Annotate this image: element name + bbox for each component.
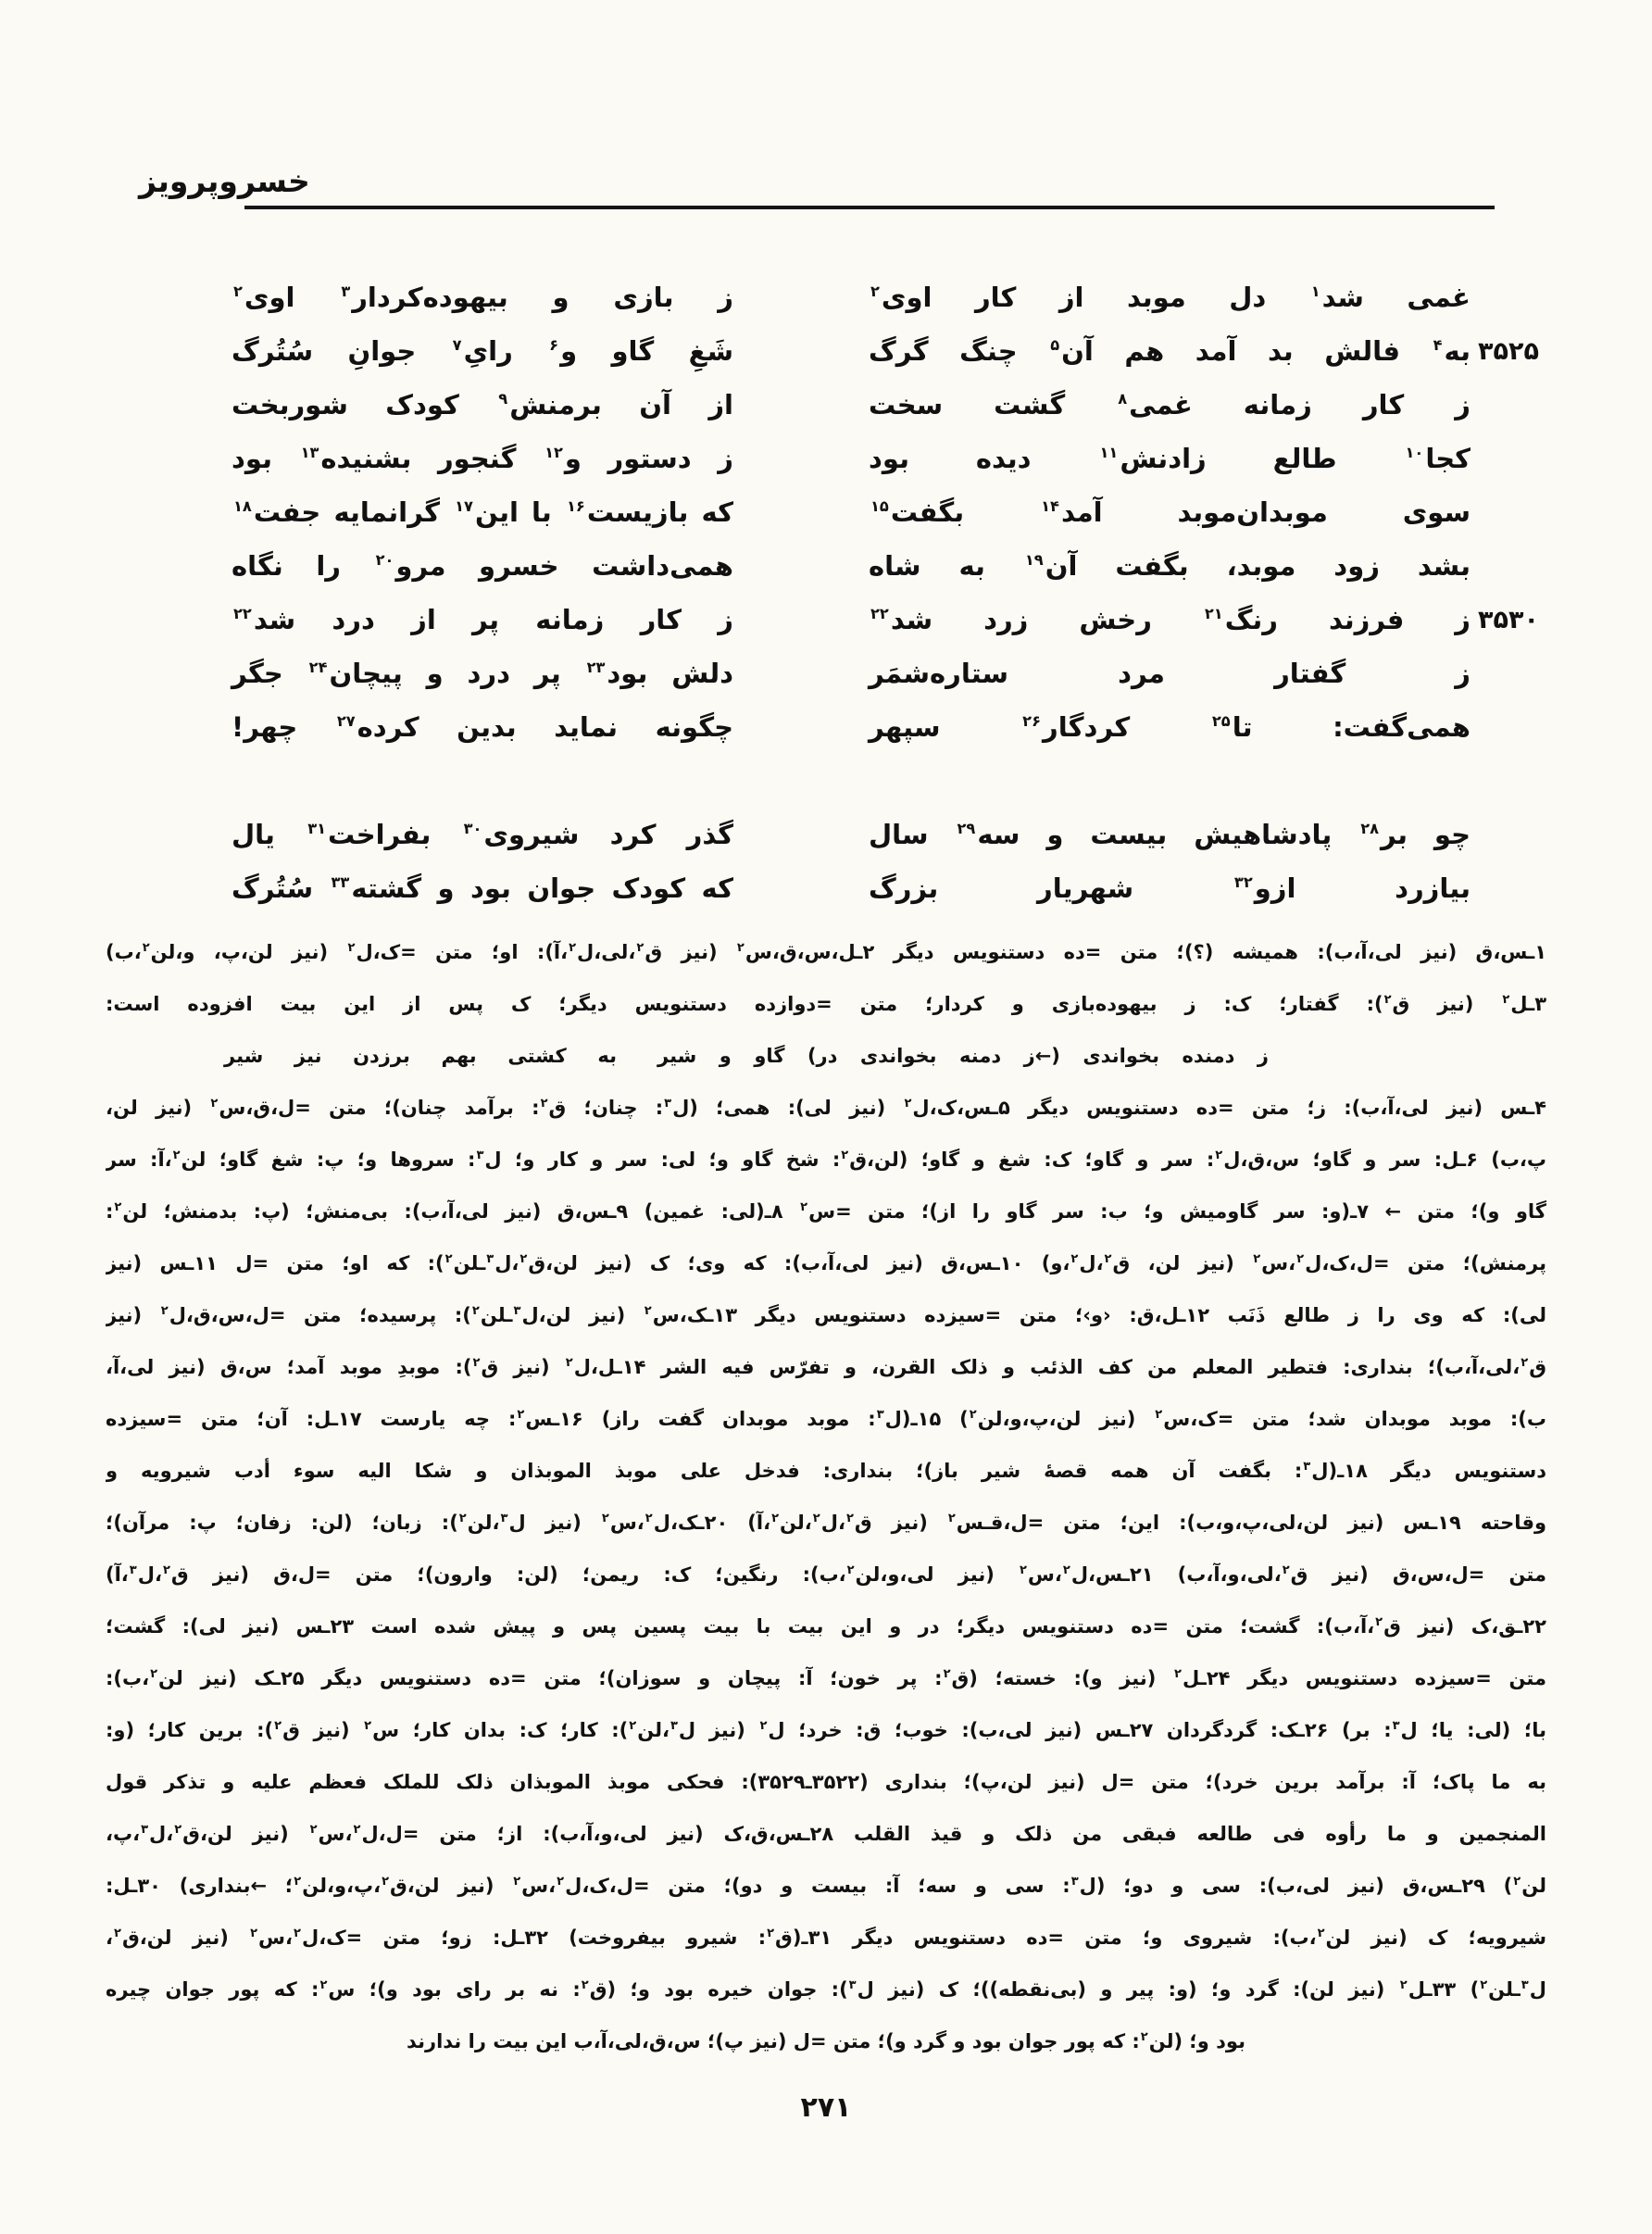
footnote-marker: ۳	[1070, 1875, 1079, 1889]
footnote-marker: ۲	[1383, 993, 1392, 1007]
footnote-marker: ۲	[771, 1512, 780, 1525]
verse-row	[106, 270, 1546, 324]
footnote-marker: ۲۰	[375, 551, 394, 570]
footnote-marker: ۲	[800, 1200, 808, 1214]
apparatus-line: به ما پاک؛ آ: برآمد برین خرد)؛ متن =ل (نیز لن،پ)؛ بنداری (۳۵۲۲ـ۳۵۲۹): فحکی موبذ الموبذان ذلک للملک فعظم علیه و تذکر قول	[106, 1771, 1546, 1793]
apparatus-line: المنجمین و ما رأوه فی طالعه فبقی من ذلک و قیذ القلب ۲۸ـس،ق،ک (نیز لی،و،آ،ب): از؛ متن =ل،ل$^۲$،س$^۲$ (نیز لن،ق$^۲$،ل$^۳$،پ،	[106, 1823, 1546, 1845]
apparatus-line: وقاحته ۱۹ـس (نیز لن،لی،پ،و،ب): این؛ متن =ل،قـس$^۲$ (نیز ق$^۲$،ل$^۲$،لن$^۲$،آ) ۲۰ـک،ل$^۲$،س$^۲$ (نیز ل$^۳$،لن$^۲$): زبان؛ (لن: زفان؛ پ: مرآن)؛	[106, 1512, 1546, 1534]
verse-row	[106, 432, 1546, 485]
footnote-marker: ۳	[341, 282, 351, 301]
footnote-marker: ۲	[644, 1304, 652, 1318]
hemistich-right: همی‌گفت: تا$^{۲۵}$ کردگار$^{۲۶}$ سپهر	[869, 711, 1471, 743]
footnote-marker: ۱۰	[1405, 444, 1424, 462]
footnote-marker: ۲	[969, 1408, 977, 1422]
footnote-marker: ۳۳	[331, 873, 350, 892]
footnote-marker: ۱۸	[233, 497, 252, 516]
footnote-marker: ۲	[319, 1978, 328, 1992]
verse-row	[106, 700, 1546, 754]
hemistich-left: شَغِ گاو و$^۶$ رایِ$^۷$ جوانِ سُتُرگ	[232, 335, 734, 367]
apparatus-line: گاو و)؛ متن ← ۷ـ(و: سر گاومیش و؛ ب: سر گاو را از)؛ متن =س$^۲$ ۸ـ(لی: غمین) ۹ـس،ق (نیز لی،آ،ب): بی‌منش؛ (پ: بدمنش؛ لن$^۲$:	[106, 1200, 1546, 1223]
footnote-marker: ۲	[160, 1304, 169, 1318]
footnote-marker: ۲	[1399, 1978, 1408, 1992]
apparatus-line: پ،ب) ۶ـل: سر و گاو؛ س،ق،ل$^۲$: سر و گاو؛ ک: شغ و گاو؛ (لن،ق$^۲$: شخ گاو و؛ لی: سر و کار و؛ ل$^۳$: سروها و؛ پ: شغ گاو؛ لن$^۲$،آ: سر	[106, 1148, 1546, 1171]
footnote-marker: ۳	[513, 1304, 521, 1318]
footnote-marker: ۲	[845, 1512, 854, 1525]
footnote-marker: ۲	[142, 941, 150, 955]
footnote-marker: ۲	[444, 1252, 453, 1266]
footnote-marker: ۳۰	[463, 820, 482, 838]
hemistich-left: چگونه نماید بدین کرده$^{۲۷}$ چهر!	[232, 711, 733, 743]
footnote-marker: ۱۷	[455, 497, 473, 516]
footnote-marker: ۲	[841, 1148, 849, 1162]
footnote-marker: ۲	[565, 1356, 573, 1370]
footnote-marker: ۲	[458, 1512, 467, 1525]
hemistich-right: سوی موبدان‌موبد آمد$^{۱۴}$ بگفت$^{۱۵}$	[870, 496, 1471, 528]
footnote-marker: ۲	[1140, 2030, 1148, 2044]
footnote-marker: ۳	[1521, 1978, 1529, 1992]
footnote-marker: ۲۷	[336, 712, 356, 731]
footnote-marker: ۳	[1303, 1460, 1311, 1474]
footnote-marker: ۳	[500, 1512, 508, 1525]
footnote-marker: ۱۵	[870, 497, 889, 516]
footnote-marker: ۲	[1155, 1408, 1163, 1422]
footnote-marker: ۲۳	[586, 659, 606, 677]
header-rule	[244, 206, 1495, 209]
footnote-marker: ۲	[114, 1200, 122, 1214]
footnote-marker: ۲	[517, 1408, 525, 1422]
footnote-marker: ۲	[382, 1875, 390, 1889]
footnote-marker: ۲۵	[1211, 712, 1231, 731]
apparatus-line: ق$^۲$،لی،آ،ب)؛ بنداری: فتطیر المعلم من کف الذئب و ذلک القرن، و تفرّس فیه الشر ۱۴ـل،ل$^۲$ (نیز ق$^۲$): موبدِ موبد آمد؛ س،ق (نیز لی،آ،	[106, 1356, 1546, 1378]
footnote-marker: ۲	[150, 1667, 158, 1681]
footnote-marker: ۲	[645, 1512, 653, 1525]
verse-row	[106, 324, 1546, 378]
apparatus-line: متن =ل،س،ق (نیز ق$^۲$،لی،و،آ،ب) ۲۱ـس،ل$^۲$،س$^۲$ (نیز لی،و،لن$^۲$،ب): رنگین؛ ک: ریمن؛ (لن: وارون)؛ متن =ل،ق (نیز ق$^۲$،ل$^۳$،آ)	[106, 1563, 1546, 1586]
footnote-marker: ۲۴	[308, 659, 328, 677]
stanza-gap	[106, 754, 1546, 808]
footnote-marker: ۱۱	[1099, 444, 1119, 462]
footnote-marker: ۱۹	[1024, 551, 1044, 570]
hemistich-left: ز بازی و بیهوده‌کردار$^۳$ اوی$^۲$	[233, 282, 733, 313]
critical-apparatus	[106, 926, 1546, 2067]
footnote-marker: ۲	[1062, 1563, 1070, 1577]
footnote-marker: ۲	[472, 1356, 481, 1370]
footnote-marker: ۲	[519, 1252, 528, 1266]
page-number: ۲۷۱	[800, 2091, 852, 2124]
footnote-marker: ۲	[294, 1927, 301, 1940]
footnote-marker: ۲	[1521, 1356, 1529, 1370]
footnote-marker: ۱۳	[300, 444, 319, 462]
footnote-marker: ۱۴	[1041, 497, 1059, 516]
hemistich-right: بشد زود موبد، بگفت آن$^{۱۹}$ به شاه	[869, 550, 1471, 582]
footnote-marker: ۳۲	[1233, 873, 1253, 892]
footnote-marker: ۲	[1253, 1252, 1261, 1266]
footnote-marker: ۲	[294, 1875, 302, 1889]
apparatus-line: ۳ـل$^۲$ (نیز ق$^۲$): گفتار؛ ک: ز بیهوده‌بازی و کردار؛ متن =دوازده دستنویس دیگر؛ ک پس از این بیت افزوده است:	[106, 993, 1546, 1015]
footnote-marker: ۷	[452, 336, 462, 355]
footnote-marker: ۳	[476, 1148, 484, 1162]
footnote-marker: ۲	[759, 1719, 768, 1733]
footnote-marker: ۲	[174, 1823, 182, 1837]
footnote-marker: ۲	[162, 1563, 170, 1577]
footnote-marker: ۲	[629, 1719, 637, 1733]
footnote-marker: ۳	[848, 1978, 857, 1992]
apparatus-line: ۴ـس (نیز لی،آ،ب): ز؛ متن =ده دستنویس دیگر ۵ـس،ک،ل$^۲$ (نیز لی): همی؛ (ل$^۳$: چنان؛ ق$^۲$: برآمد چنان)؛ متن =ل،ق،س$^۲$ (نیز لن،	[106, 1097, 1546, 1119]
verse-row	[106, 378, 1546, 432]
footnote-marker: ۲	[309, 1823, 318, 1837]
footnote-marker: ۳	[664, 1097, 672, 1111]
verse-row	[106, 861, 1546, 915]
verse-row	[106, 485, 1546, 539]
hemistich-left: گذر کرد شیروی$^{۳۰}$ بفراخت$^{۳۱}$ یال	[232, 819, 733, 850]
footnote-marker: ۲	[250, 1927, 258, 1940]
footnote-marker: ۲	[846, 1563, 855, 1577]
footnote-marker: ۲	[1104, 1252, 1112, 1266]
footnote-marker: ۲	[636, 941, 645, 955]
footnote-marker: ۲	[233, 282, 243, 301]
footnote-marker: ۲	[1513, 1875, 1521, 1889]
verse-number: ۳۵۳۰	[1478, 605, 1539, 634]
hemistich-right: کجا$^{۱۰}$ طالع زادنش$^{۱۱}$ دیده بود	[869, 443, 1471, 474]
footnote-marker: ۲	[1296, 1252, 1305, 1266]
footnote-marker: ۶	[549, 336, 559, 355]
apparatus-line: لن$^۲$) ۲۹ـس،ق (نیز لی،ب): سی و دو؛ (ل$^۳$: سی و سه؛ آ: بیست و دو)؛ متن =ل،ک،ل$^۲$،س$^۲$ (نیز لن،ق$^۲$،پ،و،لن$^۲$؛ ←بنداری) ۳۰ـل:	[106, 1875, 1546, 1897]
quote-hemistich-left: به کشتی بهم برزدن نیز شیر	[224, 1045, 617, 1067]
apparatus-line: ب): موبد موبدان شد؛ متن =ک،س$^۲$ (نیز لن،پ،و،لن$^۲$) ۱۵ـ(ل$^۳$: موبد موبدان گفت راز) ۱۶ـس$^۲$: چه یارست ۱۷ـل: آن؛ متن =سیزده	[106, 1408, 1546, 1430]
footnote-marker: ۲	[1215, 1148, 1223, 1162]
hemistich-left: ز دستور و$^{۱۲}$ گنجور بشنیده$^{۱۳}$ بود	[232, 443, 733, 474]
apparatus-line: ۱ـس،ق (نیز لی،آ،ب): همیشه (؟)؛ متن =ده دستنویس دیگر ۲ـل،س،ق،س$^۲$ (نیز ق$^۲$،لی،ل$^۲$،آ): او؛ متن =ک،ل$^۲$ (نیز لن،پ، و،لن$^۲$،ب)	[106, 941, 1546, 963]
poem-block	[106, 270, 1546, 915]
footnote-marker: ۲	[601, 1512, 609, 1525]
footnote-marker: ۲	[569, 941, 577, 955]
footnote-marker: ۲۱	[1204, 605, 1223, 623]
footnote-marker: ۲	[812, 1512, 820, 1525]
footnote-marker: ۳	[876, 1408, 884, 1422]
hemistich-right: غمی شد$^۱$ دل موبد از کار اوی$^۲$	[870, 282, 1471, 313]
footnote-marker: ۲	[1375, 1615, 1383, 1629]
apparatus-line: بود و؛ (لن$^۲$: که پور جوان بود و گرد و)؛ متن =ل (نیز پ)؛ س،ق،لی،آ،ب این بیت را ندارند	[407, 2030, 1245, 2052]
verse-row	[106, 646, 1546, 700]
footnote-marker: ۲	[172, 1148, 181, 1162]
verse-number: ۳۵۲۵	[1478, 336, 1539, 366]
footnote-marker: ۹	[498, 390, 508, 408]
footnote-marker: ۲	[1502, 993, 1510, 1007]
footnote-marker: ۲	[1019, 1563, 1027, 1577]
footnote-marker: ۳	[1392, 1719, 1400, 1733]
hemistich-right: به$^۴$ فالش بد آمد هم آن$^۵$ چنگ گرگ	[869, 335, 1471, 367]
footnote-marker: ۵	[1050, 336, 1060, 355]
footnote-marker: ۲	[767, 1927, 775, 1940]
quote-hemistich-right: ز دمنده بخواندی (←ز دمنه بخواندی در) گاو و شیر	[657, 1045, 1269, 1067]
footnote-marker: ۲	[1070, 1252, 1079, 1266]
hemistich-right: ز گفتار مرد ستاره‌شمَر	[869, 658, 1471, 689]
footnote-marker: ۲	[540, 1097, 548, 1111]
hemistich-left: که کودک جوان بود و گشته$^{۳۳}$ سُتُرگ	[232, 872, 733, 904]
footnote-marker: ۲	[1173, 1667, 1182, 1681]
verse-row	[106, 539, 1546, 593]
hemistich-right: ز کار زمانه غمی$^۸$ گشت سخت	[869, 389, 1471, 420]
footnote-marker: ۱۶	[566, 497, 585, 516]
apparatus-line: پرمنش)؛ متن =ل،ک،ل$^۲$،س$^۲$ (نیز لن، ق$^۲$،ل$^۲$،و) ۱۰ـس،ق (نیز لی،آ،ب): که وی؛ ک (نیز لن،ق$^۲$،ل$^۳$ـلن$^۲$): که او؛ متن =ل ۱۱ـس (نیز	[106, 1252, 1546, 1274]
footnote-marker: ۲	[210, 1097, 219, 1111]
apparatus-line: با؛ (لی: یا؛ ل$^۳$: بر) ۲۶ـک: گردگردان ۲۷ـس (نیز لی،ب): خوب؛ ق: خرد؛ ل$^۲$ (نیز ل$^۳$،لن$^۲$): کار؛ ک: بدان کار؛ س$^۲$ (نیز ق$^۲$): برین کار؛ (و:	[106, 1719, 1546, 1741]
hemistich-left: که بازیست$^{۱۶}$ با این$^{۱۷}$ گرانمایه جفت$^{۱۸}$	[233, 496, 733, 528]
footnote-marker: ۲	[347, 941, 356, 955]
hemistich-left: دلش بود$^{۲۳}$ پر درد و پیچان$^{۲۴}$ جگر	[232, 658, 733, 689]
page-title: خسروپرویز	[139, 163, 310, 199]
footnote-marker: ۴	[1433, 336, 1443, 355]
hemistich-left: از آن برمنش$^۹$ کودک شوربخت	[232, 389, 733, 420]
footnote-marker: ۲	[364, 1719, 372, 1733]
hemistich-left: ز کار زمانه پر از درد شد$^{۲۲}$	[233, 604, 733, 635]
footnote-marker: ۲	[1317, 1927, 1325, 1940]
running-head	[106, 0, 1546, 198]
footnote-marker: ۳	[129, 1563, 137, 1577]
footnote-marker: ۲۶	[1022, 712, 1041, 731]
footnote-marker: ۳	[670, 1719, 678, 1733]
verse-row	[106, 808, 1546, 861]
hemistich-left: همی‌داشت خسرو مرو$^{۲۰}$ را نگاه	[232, 550, 734, 582]
apparatus-line: متن =سیزده دستنویس دیگر ۲۴ـل$^۲$ (نیز و): خسته؛ (ق$^۲$: پر خون؛ آ: پیچان و سوزان)؛ متن =ده دستنویس دیگر ۲۵ـک (نیز لن$^۲$،ب):	[106, 1667, 1546, 1689]
footnote-marker: ۳	[141, 1823, 149, 1837]
apparatus-verse-quote	[106, 1030, 1546, 1082]
apparatus-line: ل$^۳$ـلن$^۲$) ۳۳ـل$^۲$ (نیز لن): گرد و؛ (و: پیر و (بی‌نقطه))؛ ک (نیز ل$^۳$): جوان خیره بود و؛ (ق$^۲$: نه بر رای بود و)؛ س$^۲$: که پور جوان چیره	[106, 1978, 1546, 2001]
hemistich-right: بیازرد ازو$^{۳۲}$ شهریار بزرگ	[869, 872, 1471, 904]
footnote-marker: ۳	[486, 1252, 494, 1266]
apparatus-line: ۲۲ـق،ک (نیز ق$^۲$،آ،ب): گشت؛ متن =ده دستنویس دیگر؛ در و این بیت با بیت پسین پس و پیش شده است ۲۳ـس (نیز لی): گشت؛	[106, 1615, 1546, 1638]
footnote-marker: ۲	[904, 1097, 912, 1111]
footnote-marker: ۲	[113, 1927, 121, 1940]
footnote-marker: ۲	[947, 1512, 956, 1525]
apparatus-line: لی): که وی را ز طالع ذَنَب ۱۲ـل،ق: ‹و›؛ متن =سیزده دستنویس دیگر ۱۳ـک،س$^۲$ (نیز لن،ل$^۳$ـلن$^۲$): پرسیده؛ متن =ل،س،ق،ل$^۲$ (نیز	[106, 1304, 1546, 1326]
footnote-marker: ۲	[870, 282, 880, 301]
hemistich-right: ز فرزند رنگ$^{۲۱}$ رخش زرد شد$^{۲۲}$	[870, 604, 1471, 635]
footnote-marker: ۳۱	[307, 820, 327, 838]
footnote-marker: ۲	[353, 1823, 361, 1837]
footnote-marker: ۲۲	[233, 605, 252, 623]
footnote-marker: ۱۲	[544, 444, 563, 462]
footnote-marker: ۲۸	[1360, 820, 1380, 838]
footnote-marker: ۲	[581, 1978, 589, 1992]
footnote-marker: ۸	[1118, 390, 1128, 408]
footnote-marker: ۲	[471, 1304, 480, 1318]
footnote-marker: ۲	[1480, 1978, 1488, 1992]
footnote-marker: ۲	[557, 1875, 565, 1889]
footnote-marker: ۲	[274, 1719, 282, 1733]
footnote-marker: ۱	[1310, 282, 1320, 301]
apparatus-line: شیرویه؛ ک (نیز لن$^۲$،ب): شیروی و؛ متن =ده دستنویس دیگر ۳۱ـ(ق$^۲$: شیرو بیفروخت) ۳۲ـل: زو؛ متن =ک،ل$^۲$،س$^۲$ (نیز لن،ق$^۲$،	[106, 1927, 1546, 1949]
verse-row	[106, 593, 1546, 646]
footnote-marker: ۲	[736, 941, 745, 955]
footnote-marker: ۲۹	[957, 820, 976, 838]
hemistich-right: چو بر$^{۲۸}$ پادشاهیش بیست و سه$^{۲۹}$ سال	[869, 819, 1471, 850]
footnote-marker: ۲	[943, 1667, 951, 1681]
apparatus-line: دستنویس دیگر ۱۸ـ(ل$^۳$: بگفت آن همه قصهٔ شیر باز)؛ بنداری: فدخل علی موبذ الموبذان و شکا الیه سوء أدب شیرویه و	[106, 1460, 1546, 1482]
footnote-marker: ۲	[1282, 1563, 1290, 1577]
footnote-marker: ۲	[513, 1875, 521, 1889]
footnote-marker: ۲۲	[870, 605, 889, 623]
